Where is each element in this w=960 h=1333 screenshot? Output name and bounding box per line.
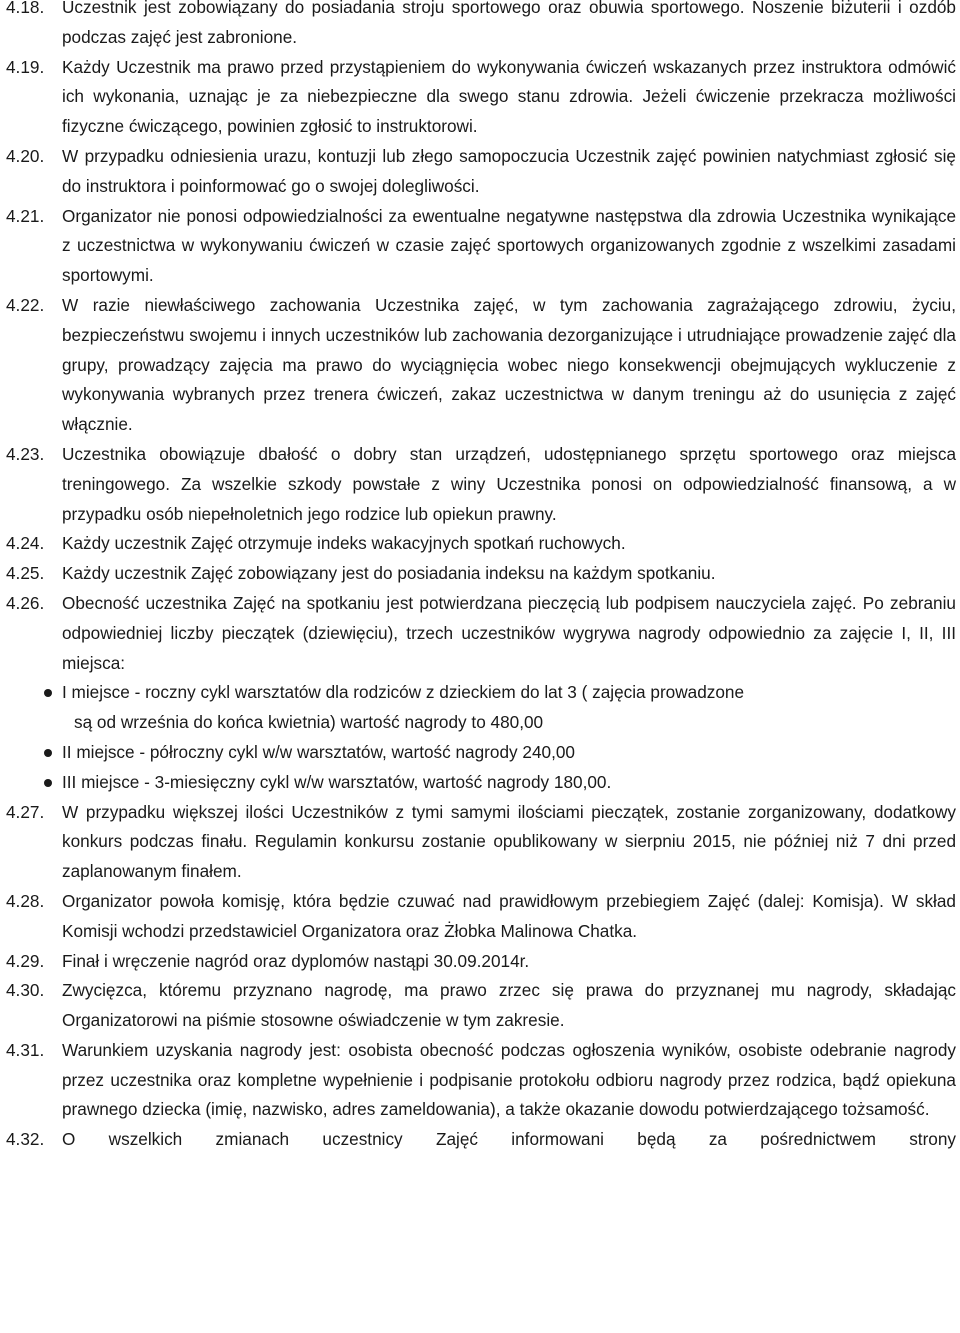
clause-text: O wszelkich zmianach uczestnicy Zajęć informowani będą za pośrednictwem strony — [62, 1129, 956, 1150]
clause-4-26 — [6, 589, 956, 678]
prize-text-line2: są od września do końca kwietnia) wartość nagrody to 480,00 — [74, 712, 544, 733]
clause-number: 4.19. — [6, 56, 45, 77]
clause-text: Organizator powoła komisję, która będzie czuwać nad prawidłowym przebiegiem Zajęć (dalej: Komisja). W skład Komisji wchodzi przedstawiciel Organizatora oraz Żłobka Malinowa Chatka. — [62, 890, 956, 941]
clause-4-24 — [6, 529, 956, 559]
clause-4-27 — [6, 798, 956, 887]
prize-text: II miejsce - półroczny cykl w/w warsztatów, wartość nagrody 240,00 — [62, 741, 575, 762]
clause-text: W przypadku odniesienia urazu, kontuzji lub złego samopoczucia Uczestnik zajęć powinien natychmiast zgłosić się do instruktora i poinformować go o swojej dolegliwości. — [62, 145, 956, 196]
clause-text: Każdy uczestnik Zajęć zobowiązany jest do posiadania indeksu na każdym spotkaniu. — [62, 563, 716, 584]
clause-4-20 — [6, 142, 956, 202]
clause-number: 4.24. — [6, 533, 45, 554]
clause-number: 4.30. — [6, 980, 45, 1001]
clause-text: Obecność uczestnika Zajęć na spotkaniu jest potwierdzana pieczęcią lub podpisem nauczyciela zajęć. Po zebraniu odpowiedniej liczby pieczątek (dziewięciu), trzech uczestników wygrywa nagrody odpowiednio za zajęcie I, II, III miejsca: — [62, 592, 956, 673]
prize-item-second — [6, 738, 956, 768]
clause-number: 4.18. — [6, 0, 45, 17]
prize-item-first — [6, 678, 956, 738]
clause-number: 4.22. — [6, 294, 45, 315]
bullet-icon — [44, 678, 62, 708]
clause-4-19 — [6, 53, 956, 142]
bullet-icon — [44, 768, 62, 798]
clause-text: Warunkiem uzyskania nagrody jest: osobista obecność podczas ogłoszenia wyników, osobiste odebranie nagrody przez uczestnika oraz kompletne wypełnienie i podpisanie protokołu odbioru nagrody przez rodzica, bądź opiekuna prawnego dziecka (imię, nazwisko, adres zameldowania), a także okazanie dowodu potwierdzającego tożsamość. — [62, 1039, 956, 1120]
bullet-icon — [44, 738, 62, 768]
clause-number: 4.31. — [6, 1039, 45, 1060]
clause-text: Uczestnika obowiązuje dbałość o dobry stan urządzeń, udostępnianego sprzętu sportowego oraz miejsca treningowego. Za wszelkie szkody powstałe z winy Uczestnika ponosi on odpowiedzialność finansową, a w przypadku osób niepełnoletnich jego rodzice lub opiekun prawny. — [62, 443, 956, 524]
clause-4-31 — [6, 1036, 956, 1125]
clause-text: Finał i wręczenie nagród oraz dyplomów nastąpi 30.09.2014r. — [62, 950, 530, 971]
clause-number: 4.27. — [6, 801, 45, 822]
clause-number: 4.32. — [6, 1129, 45, 1150]
prize-text: III miejsce - 3-miesięczny cykl w/w warsztatów, wartość nagrody 180,00. — [62, 771, 612, 792]
clause-number: 4.21. — [6, 205, 45, 226]
clause-text: Zwycięzca, któremu przyznano nagrodę, ma prawo zrzec się prawa do przyznanej mu nagrody, składając Organizatorowi na piśmie stosowne oświadczenie w tym zakresie. — [62, 980, 956, 1031]
clause-4-32 — [6, 1125, 956, 1155]
clause-4-29 — [6, 947, 956, 977]
clause-number: 4.29. — [6, 950, 45, 971]
clause-4-28 — [6, 887, 956, 947]
clause-number: 4.23. — [6, 443, 45, 464]
clause-text: Każdy Uczestnik ma prawo przed przystąpieniem do wykonywania ćwiczeń wskazanych przez instruktora odmówić ich wykonania, uznając je za niebezpieczne dla swego stanu zdrowia. Jeżeli ćwiczenie przekracza możliwości fizyczne ćwiczącego, powinien zgłosić to instruktorowi. — [62, 56, 956, 137]
clause-text: Każdy uczestnik Zajęć otrzymuje indeks wakacyjnych spotkań ruchowych. — [62, 533, 626, 554]
clause-4-23 — [6, 440, 956, 529]
clause-4-22 — [6, 291, 956, 440]
clause-number: 4.28. — [6, 890, 45, 911]
clause-4-25 — [6, 559, 956, 589]
clause-4-21 — [6, 202, 956, 291]
clause-text: Organizator nie ponosi odpowiedzialności za ewentualne negatywne następstwa dla zdrowia Uczestnika wynikające z uczestnictwa w wykonywaniu ćwiczeń w czasie zajęć sportowych organizowanych zgodnie z wszelkimi zasadami sportowymi. — [62, 205, 956, 286]
clause-4-18 — [6, 0, 956, 53]
prize-list — [6, 678, 956, 797]
clause-number: 4.25. — [6, 563, 45, 584]
clause-text: Uczestnik jest zobowiązany do posiadania stroju sportowego oraz obuwia sportowego. Noszenie biżuterii i ozdób podczas zajęć jest zabronione. — [62, 0, 956, 47]
prize-text-line1: I miejsce - roczny cykl warsztatów dla rodziców z dzieckiem do lat 3 ( zajęcia prowadzone — [62, 682, 745, 703]
clause-number: 4.26. — [6, 592, 45, 613]
clause-4-30 — [6, 976, 956, 1036]
clause-text: W przypadku większej ilości Uczestników z tymi samymi ilościami pieczątek, zostanie zorganizowany, dodatkowy konkurs podczas finału. Regulamin konkursu zostanie opublikowany w sierpniu 2015, nie później niż 7 dni przed zaplanowanym finałem. — [62, 801, 956, 882]
clause-number: 4.20. — [6, 145, 45, 166]
prize-item-third — [6, 768, 956, 798]
clause-text: W razie niewłaściwego zachowania Uczestnika zajęć, w tym zachowania zagrażającego zdrowiu, życiu, bezpieczeństwu swojemu i innych uczestników lub zachowania dezorganizujące i utrudniające prowadzenie zajęć dla grupy, prowadzący zajęcia ma prawo do wyciągnięcia wobec niego konsekwencji obejmujących wykluczenie z wykonywania wybranych przez trenera ćwiczeń, zakaz uczestnictwa w danym treningu aż do usunięcia z zajęć włącznie. — [62, 294, 956, 435]
